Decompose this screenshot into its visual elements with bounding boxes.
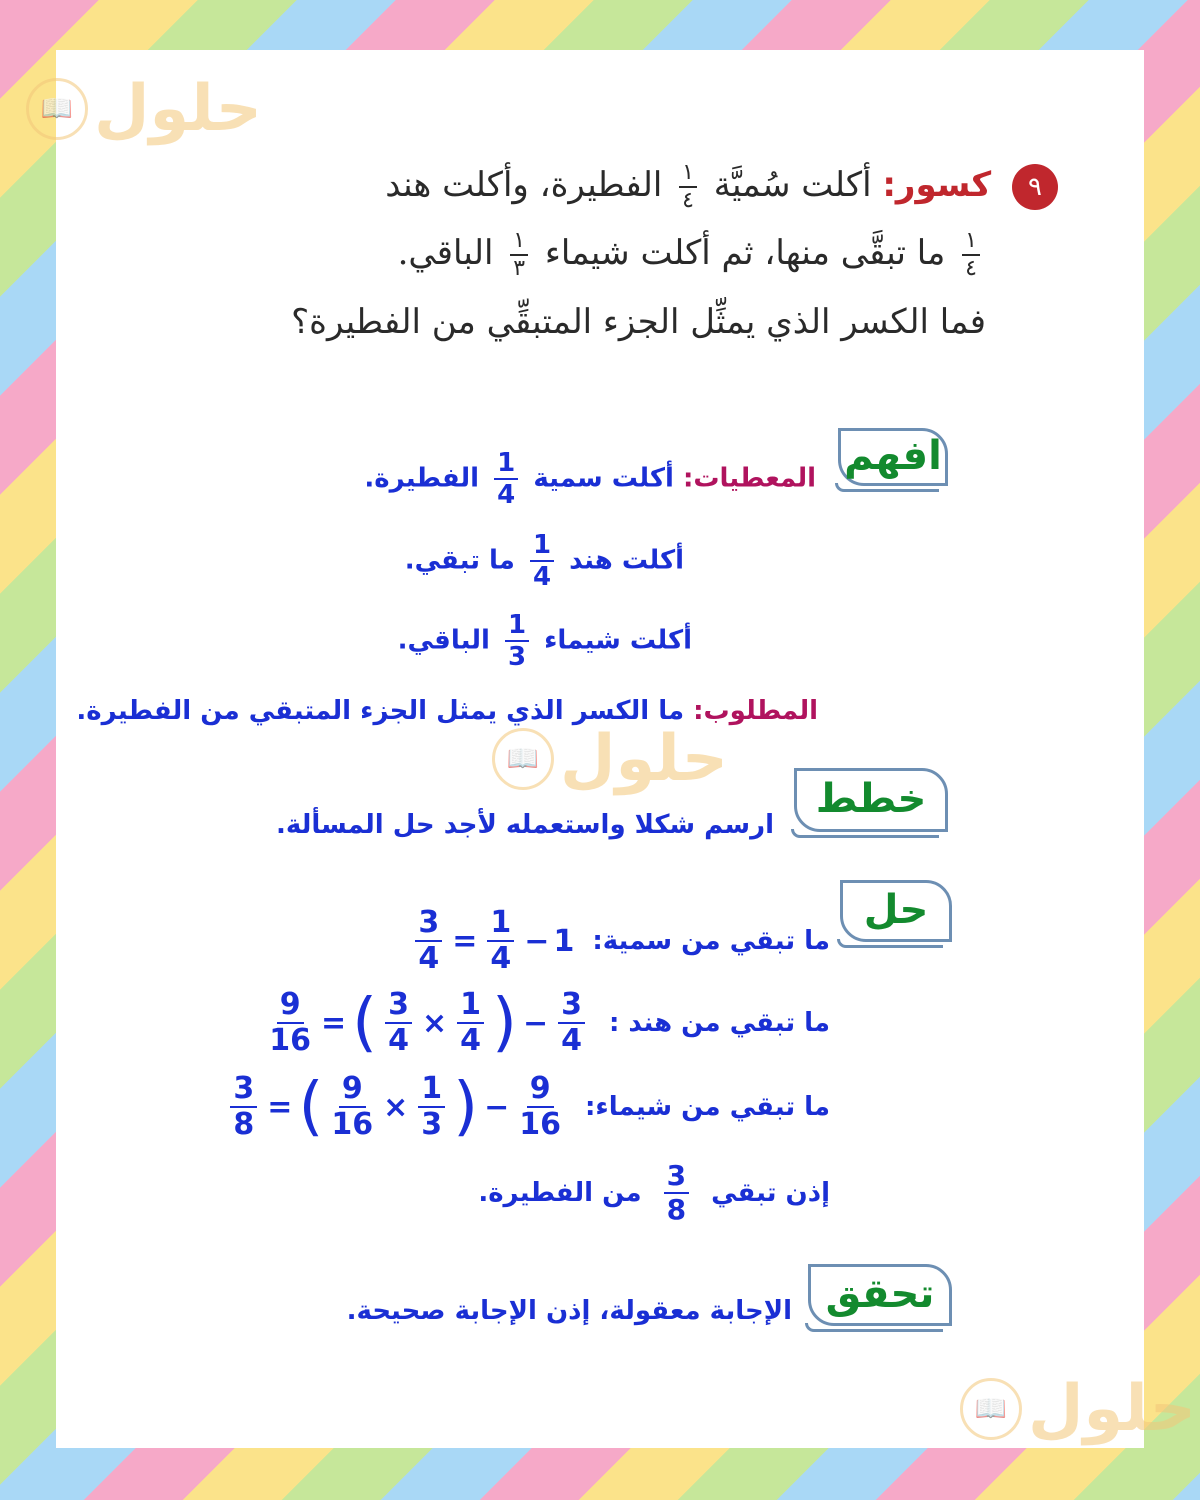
question-keyword: كسور: (882, 165, 992, 205)
fraction: $\frac{1}{3}$ (418, 1074, 445, 1140)
fraction: $\frac{9}{16}$ (519, 1071, 562, 1142)
watermark-word: حلول (94, 72, 262, 146)
equation-1: $\frac{3}{4}$ = $\frac{1}{4}$ − 1 (409, 908, 574, 974)
question-line-2 (398, 230, 986, 280)
fraction: $\frac{1}{3}$ (505, 612, 529, 670)
solve-line-2: ما تبقي من هند : $\frac{9}{16}$ = ( $\frac{3}{4}$ × $\frac{1}{4}$ ) − $\frac{3}{4}$ (263, 990, 830, 1056)
question-text: الفطيرة، وأكلت هند (385, 165, 663, 205)
given-line-1: المعطيات: أكلت سمية $\frac{1}{4}$ الفطيرة. (364, 448, 816, 510)
fraction: $\frac{١}{٤}$ (679, 162, 697, 212)
fraction: $\frac{3}{8}$ (230, 1074, 257, 1140)
question-text: الباقي. (397, 233, 494, 273)
tag-solve: حل (840, 880, 952, 942)
fraction: $\frac{1}{4}$ (487, 908, 514, 974)
given-label: المعطيات: (682, 463, 816, 494)
watermark-logo-middle (492, 722, 728, 796)
equation-3: $\frac{3}{8}$ = ( $\frac{9}{16}$ × $\frac{1}{3}$ ) − $\frac{9}{16}$ (224, 1074, 567, 1140)
fraction: $\frac{9}{16}$ (331, 1071, 374, 1142)
fraction: $\frac{1}{4}$ (530, 532, 554, 590)
question-text: أكلت سُميَّة (713, 165, 872, 205)
fraction: $\frac{1}{4}$ (457, 990, 484, 1056)
fraction: $\frac{1}{4}$ (494, 450, 518, 508)
equation-2: $\frac{9}{16}$ = ( $\frac{3}{4}$ × $\frac{1}{4}$ ) − $\frac{3}{4}$ (263, 990, 591, 1056)
watermark-word: حلول (1028, 1372, 1196, 1446)
tag-understand: افهم (838, 428, 948, 486)
check-text: الإجابة معقولة، إذن الإجابة صحيحة. (346, 1296, 792, 1326)
plan-text: ارسم شكلا واستعمله لأجد حل المسألة. (275, 810, 774, 840)
book-icon: 📖 (960, 1378, 1022, 1440)
tag-plan: خطط (794, 768, 948, 832)
solve-line-3: ما تبقي من شيماء: $\frac{3}{8}$ = ( $\frac{9}{16}$ × $\frac{1}{3}$ ) − $\frac{9}{16}$ (224, 1074, 830, 1140)
fraction: $\frac{3}{4}$ (415, 908, 442, 974)
question-text: ما تبقَّى منها، ثم أكلت شيماء (544, 233, 946, 273)
question-line-3: فما الكسر الذي يمثِّل الجزء المتبقِّي من الفطيرة؟ (291, 302, 986, 342)
fraction: $\frac{3}{8}$ (664, 1162, 689, 1224)
book-icon: 📖 (26, 78, 88, 140)
worksheet-card (40, 50, 1196, 1448)
watermark-logo-top (26, 72, 262, 146)
fraction: $\frac{١}{٤}$ (962, 230, 980, 280)
tag-check: تحقق (808, 1264, 952, 1326)
solve-conclusion: إذن تبقي $\frac{3}{8}$ من الفطيرة. (478, 1159, 830, 1226)
solve-line-1: ما تبقي من سمية: $\frac{3}{4}$ = $\frac{1}{4}$ − 1 (409, 908, 830, 974)
given-line-3: أكلت شيماء $\frac{1}{3}$ الباقي. (397, 610, 692, 672)
fraction: $\frac{3}{4}$ (558, 990, 585, 1056)
question-number: ٩ (1012, 164, 1058, 210)
required-label: المطلوب: (693, 696, 818, 726)
given-line-2: أكلت هند $\frac{1}{4}$ ما تبقي. (404, 530, 684, 592)
fraction: $\frac{١}{٣}$ (510, 230, 528, 280)
fraction: $\frac{3}{4}$ (385, 990, 412, 1056)
fraction: $\frac{9}{16}$ (269, 987, 311, 1058)
book-icon: 📖 (492, 728, 554, 790)
watermark-logo-bottom (960, 1372, 1196, 1446)
watermark-word: حلول (560, 722, 728, 796)
question-line-1 (385, 162, 1058, 212)
required-line: المطلوب: ما الكسر الذي يمثل الجزء المتبقي من الفطيرة. (76, 696, 818, 726)
